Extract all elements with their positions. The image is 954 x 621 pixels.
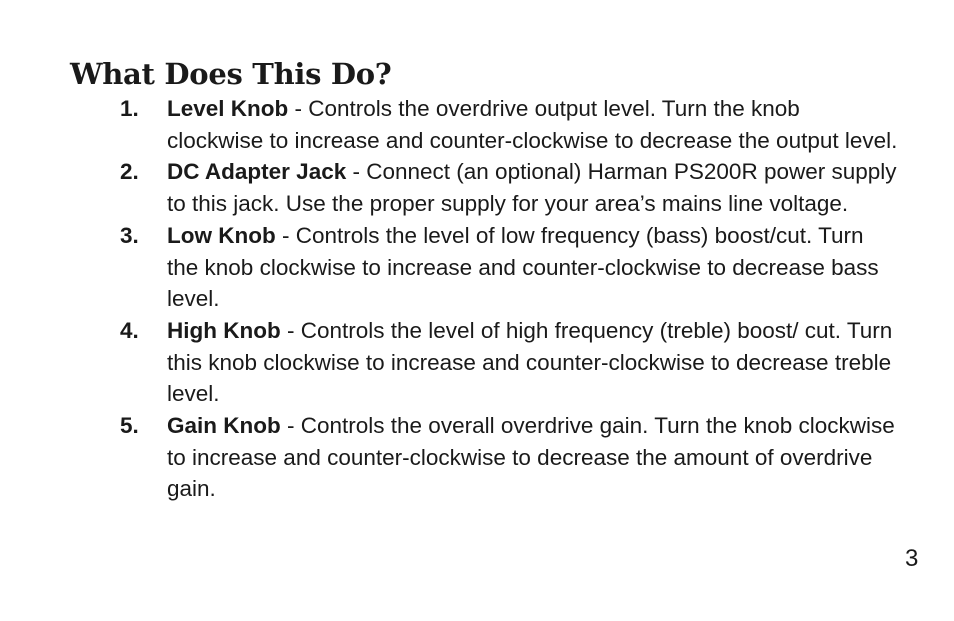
- feature-list: [120, 93, 900, 505]
- list-item-gain-knob: [120, 410, 900, 505]
- list-item-low-knob: [120, 220, 900, 315]
- page-heading: What Does This Do?: [70, 57, 392, 91]
- item-term: Gain Knob: [167, 413, 281, 439]
- list-item-high-knob: [120, 315, 900, 410]
- list-item-level-knob: [120, 93, 900, 156]
- item-description: - Controls the overdrive output level. Turn the knob clockwise to increase and counter-clockwise to decrease the output level.: [167, 96, 898, 153]
- item-description: - Controls the overall overdrive gain. Turn the knob clockwise to increase and counter-clockwise to decrease the amount of overdrive gain.: [167, 413, 895, 502]
- item-term: Level Knob: [167, 96, 289, 121]
- item-number: 5.: [120, 413, 139, 439]
- item-term: Low Knob: [167, 222, 276, 248]
- item-number: 4.: [120, 317, 139, 343]
- item-description: - Controls the level of low frequency (bass) boost/cut. Turn the knob clockwise to increase and counter-clockwise to decrease bass level.: [167, 222, 879, 312]
- item-description: - Connect (an optional) Harman PS200R power supply to this jack. Use the proper supply for your area’s mains line voltage.: [167, 159, 897, 217]
- item-term: DC Adapter Jack: [167, 159, 347, 185]
- page-number: 3: [905, 545, 919, 572]
- list-item-dc-adapter-jack: [120, 156, 900, 219]
- item-number: 2.: [120, 159, 139, 185]
- item-number: 3.: [120, 222, 139, 248]
- item-term: High Knob: [167, 317, 281, 343]
- item-number: 1.: [120, 96, 139, 121]
- item-description: - Controls the level of high frequency (treble) boost/ cut. Turn this knob clockwise to increase and counter-clockwise to decrease treble level.: [167, 317, 893, 407]
